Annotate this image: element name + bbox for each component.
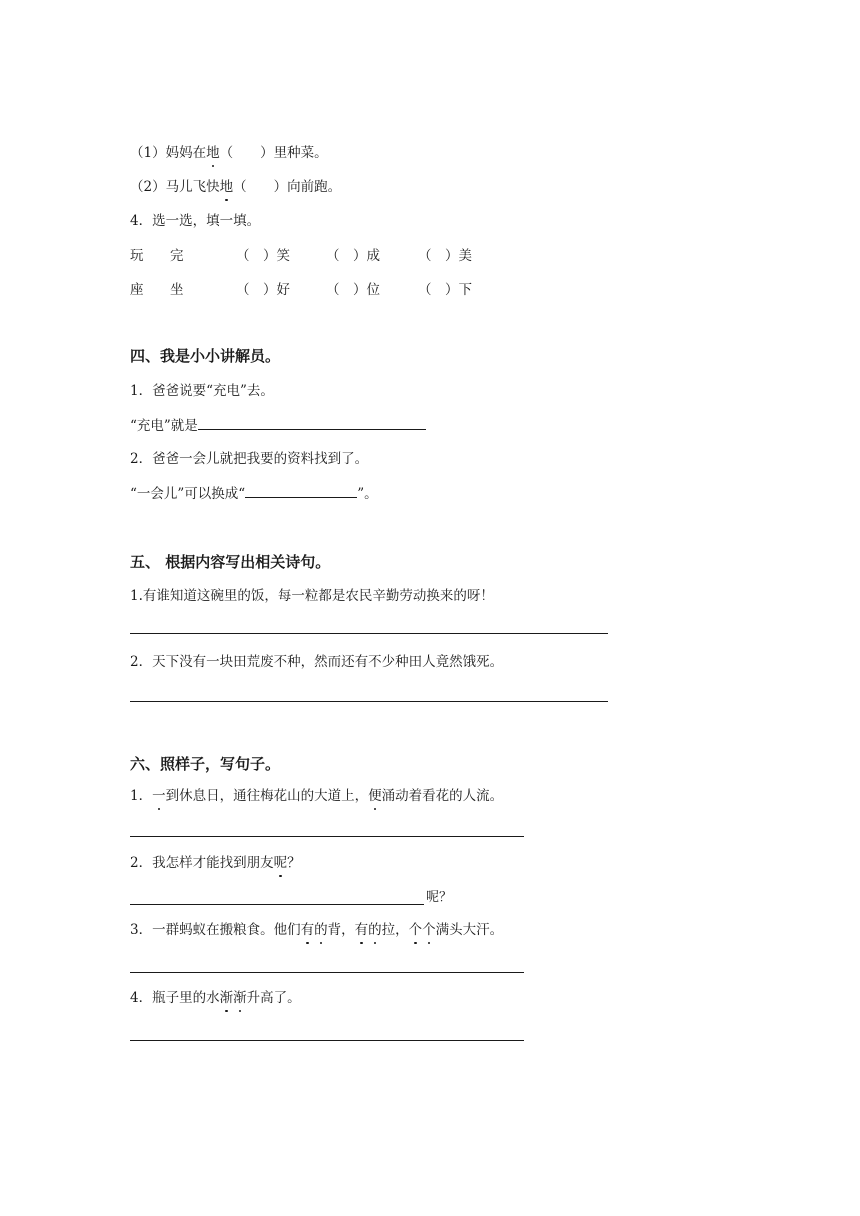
part4-q2: 2．爸爸一会儿就把我要的资料找到了。 bbox=[130, 451, 369, 467]
part5-q1: 1.有谁知道这碗里的饭，每一粒都是农民辛勤劳动换来的呀！ bbox=[130, 588, 494, 604]
part3-q2: （2）马儿飞快地（ ）向前跑。 bbox=[130, 179, 342, 195]
part5-q2: 2．天下没有一块田荒废不种，然而还有不少种田人竟然饿死。 bbox=[130, 654, 504, 670]
choice-char: 完 bbox=[170, 248, 184, 264]
emphasis-dot-char: 个 bbox=[422, 922, 436, 938]
part5-title: 五、 根据内容写出相关诗句。 bbox=[130, 553, 331, 571]
answer-line bbox=[130, 904, 424, 905]
part6-q3: 3．一群蚂蚁在搬粮食。他们有的背，有的拉，个个满头大汗。 bbox=[130, 922, 504, 938]
emphasis-dot-char: 渐 bbox=[219, 990, 234, 1006]
fill-blank: （ ）下 bbox=[418, 282, 472, 298]
fill-blank: （ ）好 bbox=[236, 282, 290, 298]
emphasis-dot-char: 有 bbox=[354, 922, 369, 938]
answer-line bbox=[130, 972, 524, 973]
choice-char: 玩 bbox=[130, 248, 144, 264]
emphasis-dot-char: 便 bbox=[368, 788, 382, 804]
answer-blank bbox=[198, 415, 426, 430]
emphasis-dot-char: 渐 bbox=[233, 990, 247, 1006]
part6-q2-answer-suffix: 呢？ bbox=[426, 890, 453, 905]
emphasis-dot-char: 有 bbox=[300, 922, 315, 938]
emphasis-dot-char: 的 bbox=[314, 922, 328, 938]
answer-line bbox=[130, 836, 524, 837]
part3-q1: （1）妈妈在地（ ）里种菜。 bbox=[130, 145, 328, 161]
choice-char: 坐 bbox=[170, 282, 184, 298]
part4-title: 四、我是小小讲解员。 bbox=[130, 347, 281, 365]
answer-line bbox=[130, 701, 608, 702]
emphasis-dot-char: 呢 bbox=[273, 855, 288, 871]
part4-q1: 1．爸爸说要“充电”去。 bbox=[130, 383, 274, 399]
emphasis-dot-char: 地 bbox=[206, 145, 220, 161]
fill-blank: （ ）成 bbox=[326, 248, 380, 264]
emphasis-dot-char: 一 bbox=[152, 788, 166, 804]
part6-q4: 4．瓶子里的水渐渐升高了。 bbox=[130, 990, 301, 1006]
part4-q2-answer: “一会儿”可以换成“ ”。 bbox=[130, 483, 378, 504]
part6-q1: 1．一到休息日，通往梅花山的大道上，便涌动着看花的人流。 bbox=[130, 788, 504, 804]
answer-line bbox=[130, 633, 608, 634]
part4-q1-answer: “充电”就是 bbox=[130, 415, 426, 436]
fill-blank: （ ）位 bbox=[326, 282, 380, 298]
emphasis-dot-char: 地 bbox=[219, 179, 234, 195]
answer-line bbox=[130, 1040, 524, 1041]
choice-char: 座 bbox=[130, 282, 144, 298]
part6-title: 六、照样子，写句子。 bbox=[130, 755, 281, 773]
fill-blank: （ ）美 bbox=[418, 248, 472, 264]
emphasis-dot-char: 个 bbox=[408, 922, 423, 938]
part6-q2: 2．我怎样才能找到朋友呢？ bbox=[130, 855, 301, 871]
answer-blank bbox=[245, 483, 357, 498]
emphasis-dot-char: 的 bbox=[368, 922, 382, 938]
part3-q4-title: 4．选一选，填一填。 bbox=[130, 213, 261, 229]
fill-blank: （ ）笑 bbox=[236, 248, 290, 264]
